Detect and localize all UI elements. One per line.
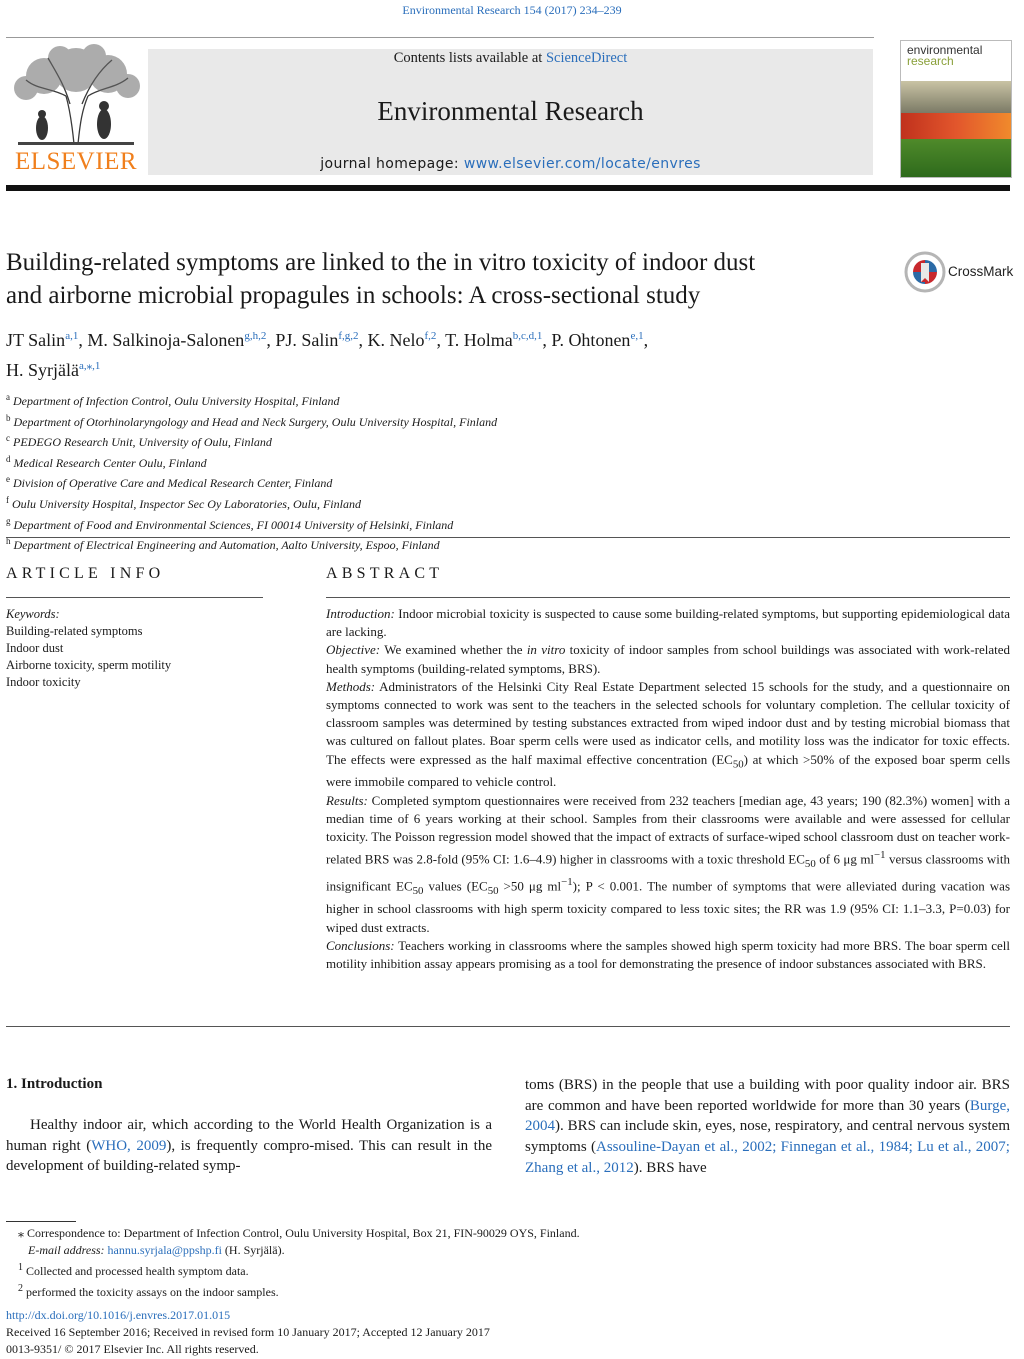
elsevier-tree-logo-icon	[8, 44, 144, 148]
divider	[6, 597, 263, 598]
affiliation: $^c$ PEDEGO Research Unit, University of Oulu, Finland	[6, 433, 272, 450]
author[interactable]: PJ. Salin$^{f,g,2}$	[275, 330, 359, 350]
title-line-2: and airborne microbial propagules in schools: A cross-sectional study	[6, 282, 701, 309]
author[interactable]: T. Holma$^{b,c,d,1}$	[445, 330, 543, 350]
abstract-results: Results: Completed symptom questionnaires were received from 232 teachers [median age, 43 years; 190 (82.3%) women] with a median time of 6 years working at their school. Samples from their classrooms were available and were assessed for cellular toxicity. The Poisson regression model showed that the impact of extracts of surface-wiped school classroom dust on teacher work-related BRS was 2.8-fold (95% CI: 1.6–4.9) higher in classrooms with a toxic threshold $EC_{50}$ of 6 μg $ml^{-1}$ versus classrooms with insignificant $EC_{50}$ values ($EC_{50} >50$ μg $ml^{-1}$); P < 0.001. The number of symptoms that were alleviated during vacation was higher in school classrooms with high sperm toxicity compared to less toxic sites; the RR was 1.9 (95% CI: 1.1–3.3, P=0.03) for wiped dust extracts.	[326, 792, 1011, 935]
author[interactable]: M. Salkinoja-Salonen$^{g,h,2}$	[87, 330, 267, 350]
homepage-link[interactable]: www.elsevier.com/locate/envres	[463, 156, 701, 172]
abstract-heading: ABSTRACT	[326, 565, 444, 582]
author[interactable]: P. Ohtonen$^{e,1}$	[551, 330, 644, 350]
affiliation: $^d$ Medical Research Center Oulu, Finland	[6, 453, 207, 470]
crossmark-icon[interactable]	[904, 251, 946, 293]
abstract-conclusions: Conclusions: Teachers working in classrooms where the samples showed high sperm toxicity had more BRS. The boar sperm cell motility inhibition assay appears promising as a tool for demonstrating the presence of indoor substances associated with BRS.	[326, 937, 1010, 972]
introduction-heading: 1. Introduction	[6, 1076, 103, 1092]
correspondence-footnote: ⁎ Correspondence to: Department of Infection Control, Oulu University Hospital, Box 21, FIN-90029 OYS, Finland.	[18, 1226, 580, 1240]
article-title	[6, 246, 891, 312]
title-line-1: Building-related symptoms are linked to the in vitro toxicity of indoor dust	[6, 249, 756, 276]
doi-link[interactable]: http://dx.doi.org/10.1016/j.envres.2017.01.015	[6, 1308, 231, 1322]
abstract-methods: Methods: Administrators of the Helsinki City Real Estate Department selected 15 schools for the study, and a questionnaire on symptoms connected to work was sent to the teachers in the selected schools for voluntary completion. The cellular toxicity of classroom samples was determined by testing substances extracted from wiped indoor dust and by testing microbial biomass that was cultured on fallout plates. Boar sperm cells were used as indicator cells, and motility loss was the indicator for toxic effects. The effects were expressed as the half maximal effective concentration $(EC_{50})$ at which >50% of the exposed boar sperm cells were immobile compared to vehicle control.	[326, 678, 1010, 790]
citation-link[interactable]: Assouline-Dayan et al., 2002; Finnegan et al., 1984; Lu et al., 2007; Zhang et al., 2012	[525, 1139, 1010, 1176]
elsevier-wordmark: ELSEVIER	[14, 148, 138, 175]
footnote-2: $^2$ performed the toxicity assays on the indoor samples.	[18, 1283, 279, 1299]
header-thick-rule	[6, 185, 1010, 191]
article-info-heading: ARTICLE INFO	[6, 565, 165, 582]
sciencedirect-link[interactable]: ScienceDirect	[545, 50, 628, 66]
copyright: 0013-9351/ © 2017 Elsevier Inc. All rights reserved.	[6, 1341, 259, 1356]
footnote-rule	[6, 1221, 76, 1222]
author[interactable]: JT Salin$^{a,1}$	[6, 330, 79, 350]
abstract-objective: Objective: We examined whether the in vitro toxicity of indoor samples from school buildings was associated with work-related health symptoms (building-related symptoms, BRS).	[326, 642, 1011, 676]
journal-cover-image	[900, 40, 1012, 178]
affiliation: $^e$ Division of Operative Care and Medical Research Center, Finland	[6, 474, 333, 491]
abstract-introduction: Introduction: Indoor microbial toxicity is suspected to cause some building-related symptoms, but supporting epidemiological data are lacking.	[326, 606, 1010, 640]
abstract-body	[326, 605, 1010, 973]
email-link[interactable]: hannu.syrjala@ppshp.fi	[107, 1243, 222, 1257]
divider	[6, 537, 1010, 538]
footnote-1: $^1$ Collected and processed health symptom data.	[18, 1262, 249, 1278]
cover-title-1: environmental	[907, 43, 983, 57]
affiliation: $^h$ Department of Electrical Engineering and Automation, Aalto University, Espoo, Finland	[6, 536, 440, 553]
introduction-column-left: Healthy indoor air, which according to the World Health Organization is a human right (WHO, 2009), is frequently compro-mised. This can result in the development of building-related symp-	[6, 1117, 492, 1175]
keyword: Indoor dust	[6, 641, 64, 655]
crossmark-label[interactable]: CrossMark	[948, 264, 1014, 279]
email-footnote: E-mail address: hannu.syrjala@ppshp.fi (H. Syrjälä).	[28, 1243, 285, 1257]
introduction-column-right: toms (BRS) in the people that use a building with poor quality indoor air. BRS are common and have been reported worldwide for more than 30 years (Burge, 2004). BRS can include skin, eyes, nose, respiratory, and central nervous system symptoms (Assouline-Dayan et al., 2002; Finnegan et al., 1984; Lu et al., 2007; Zhang et al., 2012). BRS have	[525, 1077, 1010, 1176]
citation-link[interactable]: Burge, 2004	[525, 1097, 1010, 1135]
journal-reference[interactable]: Environmental Research 154 (2017) 234–239	[402, 3, 622, 17]
affiliation-list	[6, 389, 766, 554]
keywords-block	[6, 606, 266, 691]
affiliation: $^f$ Oulu University Hospital, Inspector Sec Oy Laboratories, Oulu, Finland	[6, 494, 361, 511]
keyword: Building-related symptoms	[6, 624, 143, 638]
citation-link[interactable]: WHO, 2009	[91, 1137, 167, 1154]
affiliation: $^g$ Department of Food and Environmental Sciences, FI 00014 University of Helsinki, Finland	[6, 515, 454, 532]
received-dates: Received 16 September 2016; Received in revised form 10 January 2017; Accepted 12 January 2017	[6, 1324, 490, 1339]
journal-homepage: journal homepage: www.elsevier.com/locate/envres	[320, 156, 701, 172]
keywords-label: Keywords:	[6, 607, 60, 621]
affiliation: $^a$ Department of Infection Control, Oulu University Hospital, Finland	[6, 392, 340, 408]
author[interactable]: K. Nelo$^{f,2}$	[367, 330, 437, 350]
divider	[6, 1026, 1010, 1027]
publication-info	[6, 1307, 806, 1357]
keyword: Indoor toxicity	[6, 675, 81, 689]
affiliation: $^b$ Department of Otorhinolaryngology and Head and Neck Surgery, Oulu University Hospital, Finland	[6, 412, 498, 429]
contents-line: Contents lists available at ScienceDirect	[393, 50, 628, 66]
divider	[326, 597, 1010, 598]
journal-title: Environmental Research	[377, 96, 644, 126]
cover-title-2: research	[907, 54, 954, 68]
author-list: JT Salin$^{a,1}$, M. Salkinoja-Salonen$^{g,h,2}$, PJ. Salin$^{f,g,2}$, K. Nelo$^{f,2}$, T. Holma$^{b,c,d,1}$, P. Ohtonen$^{e,1}$, H. Syrjälä$^{a,⁎,1}$	[6, 330, 649, 380]
author[interactable]: H. Syrjälä$^{a,⁎,1}$	[6, 360, 101, 380]
footnotes	[6, 1225, 806, 1301]
banner-top-rule	[6, 37, 874, 38]
keyword: Airborne toxicity, sperm motility	[6, 658, 172, 672]
